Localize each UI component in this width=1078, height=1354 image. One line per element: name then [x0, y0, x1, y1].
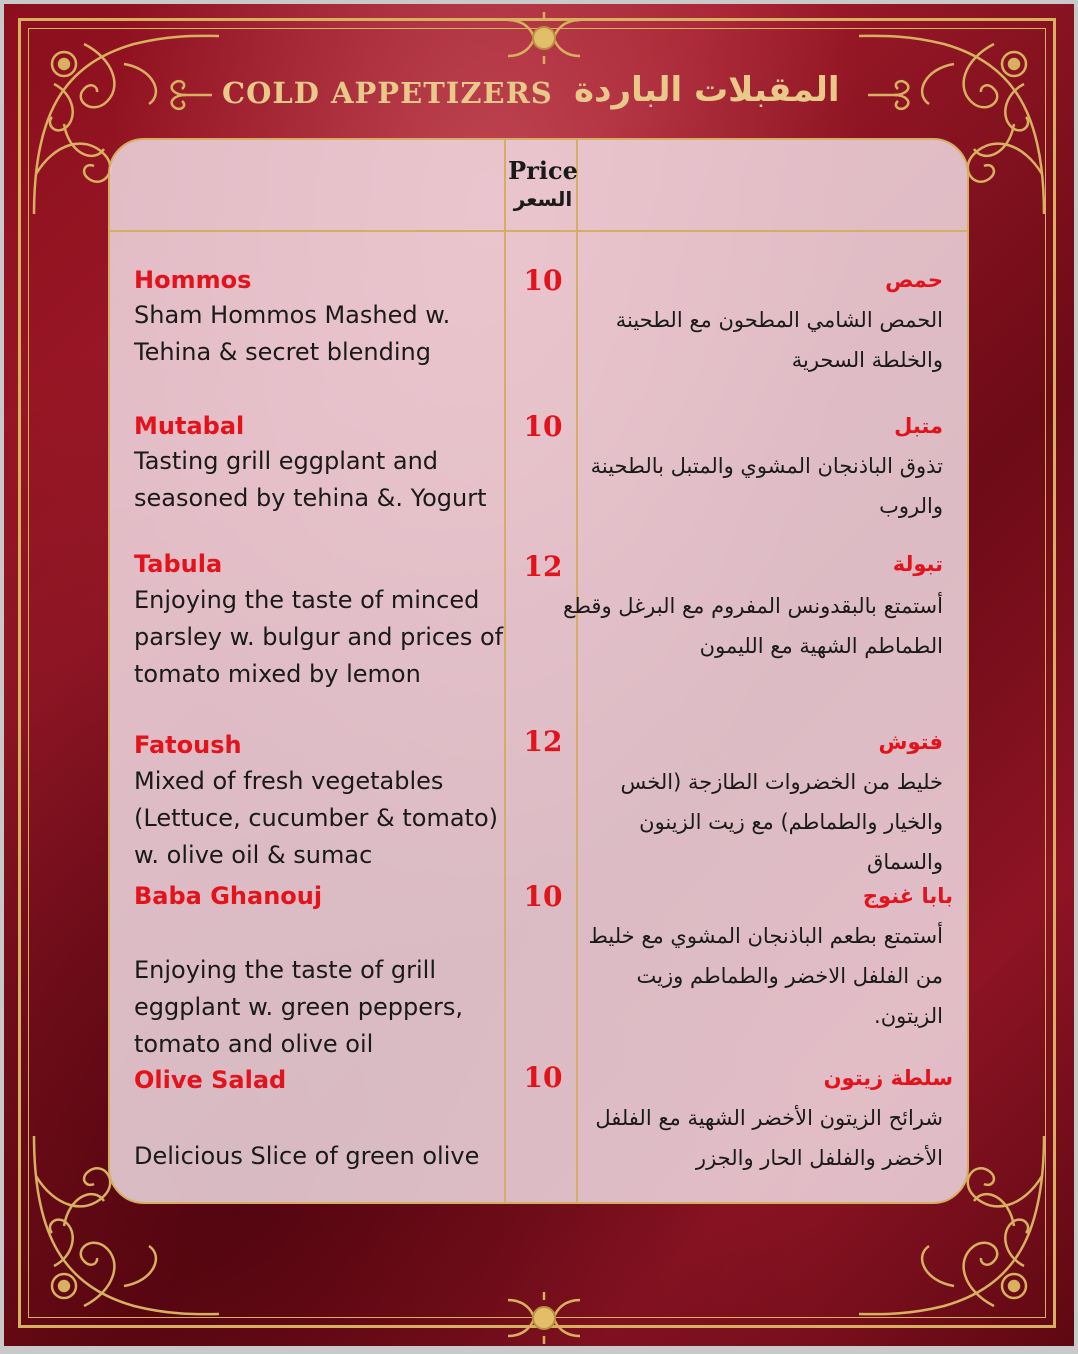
- menu-table: [108, 138, 969, 1204]
- item-name-en: Fatoush: [134, 731, 242, 759]
- item-name-ar: متبل: [894, 414, 943, 438]
- item-name-en: Olive Salad: [134, 1066, 287, 1094]
- section-title-ar: المقبلات الباردة: [574, 70, 840, 110]
- heading-swirl-right-icon: [866, 78, 916, 112]
- price-label-en: Price: [508, 156, 578, 185]
- price-column-header: [508, 156, 578, 211]
- item-name-en: Hommos: [134, 266, 252, 294]
- item-price: 10: [523, 264, 563, 297]
- item-price: 10: [523, 1061, 563, 1094]
- item-name-ar: فتوش: [878, 730, 943, 754]
- price-label-ar: السعر: [513, 187, 573, 211]
- item-price: 12: [523, 550, 563, 583]
- item-desc-ar: تذوق الباذنجان المشوي والمتبل بالطحينة والروب: [590, 454, 943, 518]
- item-desc-en: Enjoying the taste of minced parsley w. bulgur and prices of tomato mixed by lemon: [134, 586, 504, 688]
- item-desc-en: Sham Hommos Mashed w. Tehina & secret blending: [134, 301, 451, 366]
- item-price: 10: [523, 410, 563, 443]
- item-name-ar: سلطة زيتون: [823, 1066, 953, 1090]
- menu-page: [4, 4, 1074, 1346]
- item-desc-ar: الحمص الشامي المطحون مع الطحينة والخلطة السحرية: [615, 308, 943, 372]
- item-desc-ar: أستمتع بطعم الباذنجان المشوي مع خليط من الفلفل الاخضر والطماطم وزيت الزيتون.: [588, 924, 943, 1028]
- item-price: 10: [523, 880, 563, 913]
- item-desc-en: Tasting grill eggplant and seasoned by tehina &. Yogurt: [134, 447, 487, 512]
- item-desc-ar: شرائح الزيتون الأخضر الشهية مع الفلفل الأخضر والفلفل الحار والجزر: [595, 1106, 943, 1170]
- top-center-ornament-icon: [504, 10, 584, 66]
- item-name-ar: تبولة: [892, 552, 943, 576]
- column-divider-left: [504, 140, 506, 1202]
- heading-swirl-left-icon: [164, 78, 214, 112]
- item-desc-ar: خليط من الخضروات الطازجة (الخس والخيار والطماطم) مع زيت الزينون والسماق: [620, 770, 943, 874]
- bottom-center-ornament-icon: [504, 1290, 584, 1346]
- section-title-en: COLD APPETIZERS: [222, 76, 553, 110]
- item-desc-ar: أستمتع بالبقدونس المفروم مع البرغل وقطع الطماطم الشهية مع الليمون: [563, 594, 943, 658]
- item-price: 12: [523, 725, 563, 758]
- item-name-ar: حمص: [885, 268, 943, 292]
- item-name-en: Baba Ghanouj: [134, 882, 323, 910]
- item-desc-en: Delicious Slice of green olive: [134, 1142, 480, 1170]
- item-name-en: Mutabal: [134, 412, 245, 440]
- item-desc-en: Mixed of fresh vegetables (Lettuce, cucumber & tomato) w. olive oil & sumac: [134, 767, 498, 869]
- item-desc-en: Enjoying the taste of grill eggplant w. green peppers, tomato and olive oil: [134, 956, 463, 1058]
- item-name-en: Tabula: [134, 550, 223, 578]
- header-divider: [110, 230, 967, 232]
- item-name-ar: بابا غنوج: [862, 884, 953, 908]
